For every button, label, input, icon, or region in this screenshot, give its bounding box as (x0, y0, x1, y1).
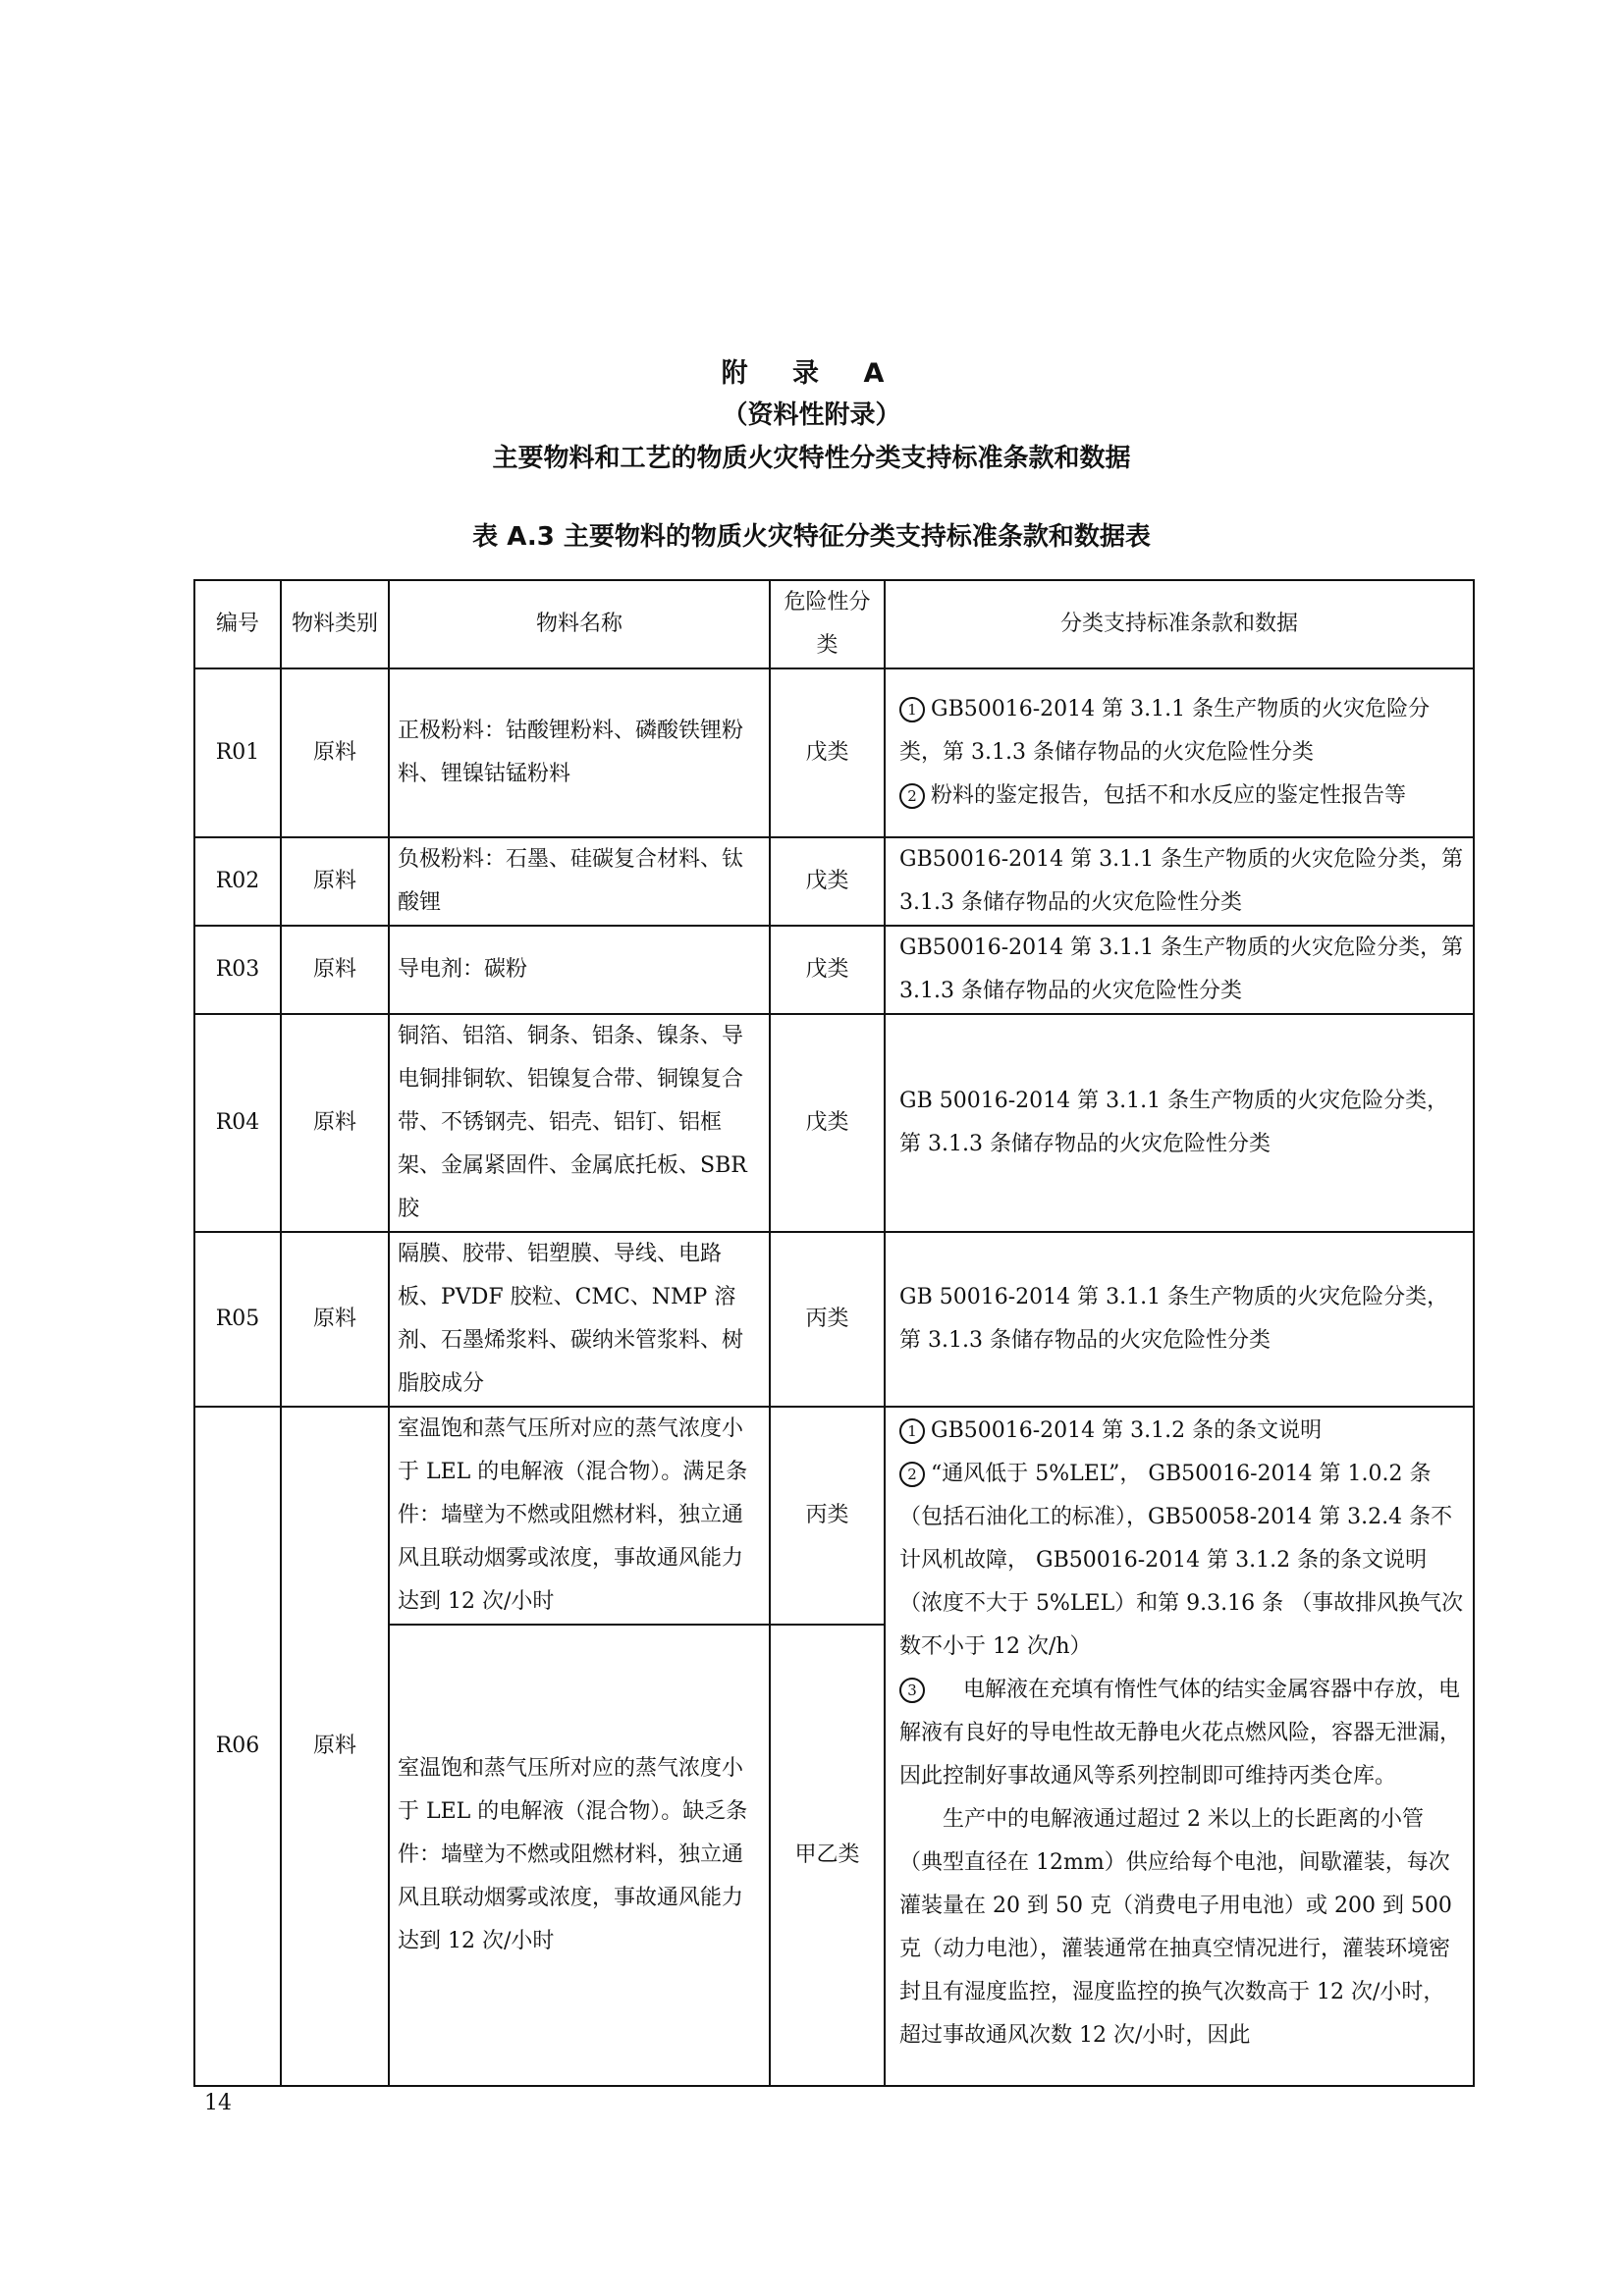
row-category: 原料 (281, 668, 389, 837)
circled-number-icon: 2 (899, 783, 925, 809)
row-id: R05 (194, 1232, 281, 1407)
circled-number-icon: 1 (899, 1418, 925, 1444)
row-category: 原料 (281, 1014, 389, 1232)
table-row (194, 837, 1474, 926)
row-criteria (885, 1407, 1474, 2086)
table-title: 表 A.3 主要物料的物质火灾特征分类支持标准条款和数据表 (472, 522, 1151, 552)
row-hazard: 戊类 (770, 1014, 885, 1232)
criteria-text: GB50016-2014 第 3.1.2 条的条文说明 (931, 1418, 1323, 1443)
row-id: R06 (194, 1407, 281, 2086)
criteria-paragraph: 生产中的电解液通过超过 2 米以上的长距离的小管（典型直径在 12mm）供应给每个电池，间歇灌装，每次灌装量在 20 到 50 克（消费电子用电池）或 200 到 500 克（动力电池），灌装通常在抽真空情况进行，灌装环境密封且有湿度监控，湿度监控的换气次数高于 12 次/小时，超过事故通风次数 12 次/小时，因此 (899, 1807, 1452, 2048)
page-number: 14 (204, 2091, 232, 2115)
table-row (194, 926, 1474, 1014)
row-name: 负极粉料：石墨、硅碳复合材料、钛酸锂 (389, 837, 770, 926)
table-row (194, 1232, 1474, 1407)
row-criteria (885, 668, 1474, 837)
row-hazard: 戊类 (770, 837, 885, 926)
criteria-table (193, 579, 1475, 2087)
appendix-title: 主要物料和工艺的物质火灾特性分类支持标准条款和数据 (492, 444, 1131, 473)
row-hazard: 丙类 (770, 1407, 885, 1625)
criteria-item (899, 688, 1465, 774)
header-name: 物料名称 (389, 580, 770, 668)
row-hazard: 丙类 (770, 1232, 885, 1407)
row-hazard: 甲乙类 (770, 1625, 885, 2086)
header-hazard: 危险性分类 (770, 580, 885, 668)
circled-number-icon: 3 (899, 1678, 925, 1703)
row-hazard: 戊类 (770, 668, 885, 837)
row-category: 原料 (281, 1232, 389, 1407)
row-criteria: GB50016-2014 第 3.1.1 条生产物质的火灾危险分类，第 3.1.3 条储存物品的火灾危险性分类 (885, 926, 1474, 1014)
row-id: R01 (194, 668, 281, 837)
criteria-item (899, 774, 1465, 818)
table-row (194, 668, 1474, 837)
criteria-item (899, 1669, 1465, 1798)
appendix-subtitle: （资料性附录） (722, 400, 901, 430)
criteria-item (899, 1410, 1465, 1453)
circled-number-icon: 2 (899, 1462, 925, 1487)
row-name: 室温饱和蒸气压所对应的蒸气浓度小于 LEL 的电解液（混合物）。缺乏条件：墙壁为不燃或阻燃材料，独立通风且联动烟雾或浓度，事故通风能力达到 12 次/小时 (389, 1625, 770, 2086)
header-id: 编号 (194, 580, 281, 668)
header-criteria: 分类支持标准条款和数据 (885, 580, 1474, 668)
table-row (194, 1407, 1474, 1625)
criteria-item (899, 1453, 1465, 1669)
row-criteria: GB 50016-2014 第 3.1.1 条生产物质的火灾危险分类，第 3.1.3 条储存物品的火灾危险性分类 (885, 1014, 1474, 1232)
row-name: 正极粉料：钴酸锂粉料、磷酸铁锂粉料、锂镍钴锰粉料 (389, 668, 770, 837)
row-id: R02 (194, 837, 281, 926)
criteria-text: “通风低于 5%LEL”， GB50016-2014 第 1.0.2 条（包括石油化工的标准），GB50058-2014 第 3.2.4 条不计风机故障， GB50016-2014 第 3.1.2 条的条文说明 （浓度不大于 5%LEL）和第 9.3.16 条 （事故排风换气次数不小于 12 次/h） (899, 1462, 1464, 1659)
row-category: 原料 (281, 837, 389, 926)
table-header-row (194, 580, 1474, 668)
table-row (194, 1014, 1474, 1232)
row-name: 铜箔、铝箔、铜条、铝条、镍条、导电铜排铜软、铝镍复合带、铜镍复合带、不锈钢壳、铝壳、铝钉、铝框架、金属紧固件、金属底托板、SBR 胶 (389, 1014, 770, 1232)
row-category: 原料 (281, 926, 389, 1014)
row-id: R04 (194, 1014, 281, 1232)
appendix-label: 附 录 A (721, 358, 902, 389)
criteria-text: GB50016-2014 第 3.1.1 条生产物质的火灾危险分类，第 3.1.3 条储存物品的火灾危险性分类 (899, 697, 1431, 765)
row-name: 导电剂：碳粉 (389, 926, 770, 1014)
row-name: 室温饱和蒸气压所对应的蒸气浓度小于 LEL 的电解液（混合物）。满足条件：墙壁为不燃或阻燃材料，独立通风且联动烟雾或浓度，事故通风能力达到 12 次/小时 (389, 1407, 770, 1625)
criteria-text: 粉料的鉴定报告，包括不和水反应的鉴定性报告等 (931, 783, 1407, 808)
circled-number-icon: 1 (899, 697, 925, 722)
row-name: 隔膜、胶带、铝塑膜、导线、电路板、PVDF 胶粒、CMC、NMP 溶剂、石墨烯浆料、碳纳米管浆料、树脂胶成分 (389, 1232, 770, 1407)
row-id: R03 (194, 926, 281, 1014)
row-criteria: GB50016-2014 第 3.1.1 条生产物质的火灾危险分类，第 3.1.3 条储存物品的火灾危险性分类 (885, 837, 1474, 926)
criteria-text: 电解液在充填有惰性气体的结实金属容器中存放，电解液有良好的导电性故无静电火花点燃风险，容器无泄漏，因此控制好事故通风等系列控制即可维持丙类仓库。 (899, 1678, 1462, 1789)
row-hazard: 戊类 (770, 926, 885, 1014)
header-category: 物料类别 (281, 580, 389, 668)
row-category: 原料 (281, 1407, 389, 2086)
row-criteria: GB 50016-2014 第 3.1.1 条生产物质的火灾危险分类，第 3.1.3 条储存物品的火灾危险性分类 (885, 1232, 1474, 1407)
